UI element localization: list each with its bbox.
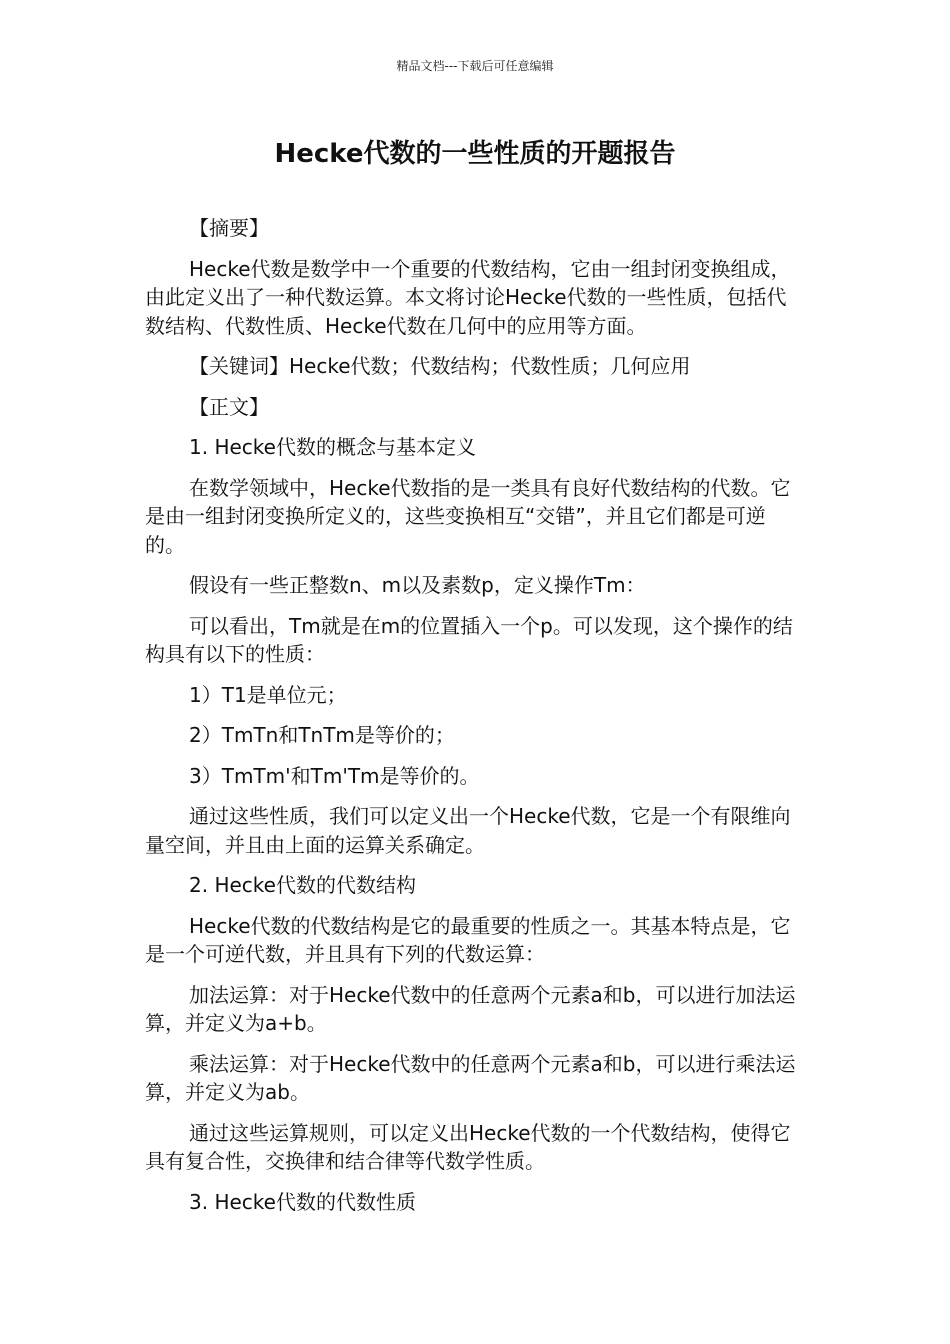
body-paragraph: Hecke代数的代数结构是它的最重要的性质之一。其基本特点是，它是一个可逆代数，并且具有下列的代数运算： [145,913,791,966]
section-label-abstract: 【摘要】 [189,216,269,240]
body-paragraph: 通过这些运算规则，可以定义出Hecke代数的一个代数结构，使得它具有复合性，交换律和结合律等代数学性质。 [145,1120,791,1173]
page-header: 精品文档---下载后可任意编辑 [396,59,554,73]
abstract-paragraph: Hecke代数是数学中一个重要的代数结构，它由一组封闭变换组成，由此定义出了一种代数运算。本文将讨论Hecke代数的一些性质，包括代数结构、代数性质、Hecke代数在几何中的应用等方面。 [145,256,791,338]
document-title: Hecke代数的一些性质的开题报告 [274,139,676,169]
section-heading-1: 1. Hecke代数的概念与基本定义 [189,435,476,459]
body-paragraph: 加法运算：对于Hecke代数中的任意两个元素a和b，可以进行加法运算，并定义为a+b。 [145,982,796,1035]
document-body [145,214,805,1228]
body-paragraph: 可以看出，Tm就是在m的位置插入一个p。可以发现，这个操作的结构具有以下的性质： [145,613,793,666]
list-item: 2）TmTn和TnTm是等价的； [189,723,455,747]
section-heading-3: 3. Hecke代数的代数性质 [189,1189,416,1214]
keywords-line: 【关键词】Hecke代数；代数结构；代数性质；几何应用 [189,354,691,378]
body-paragraph: 乘法运算：对于Hecke代数中的任意两个元素a和b，可以进行乘法运算，并定义为ab。 [145,1051,796,1104]
body-paragraph: 通过这些性质，我们可以定义出一个Hecke代数，它是一个有限维向量空间，并且由上面的运算关系确定。 [145,804,791,857]
list-item: 3）TmTm'和Tm'Tm是等价的。 [189,763,480,788]
section-label-body: 【正文】 [189,394,269,419]
list-item: 1）T1是单位元； [189,682,347,707]
body-paragraph: 在数学领域中，Hecke代数指的是一类具有良好代数结构的代数。它是由一组封闭变换所定义的，这些变换相互“交错”，并且它们都是可逆的。 [145,475,791,557]
body-paragraph: 假设有一些正整数n、m以及素数p，定义操作Tm： [189,573,646,597]
section-heading-2: 2. Hecke代数的代数结构 [189,873,416,897]
